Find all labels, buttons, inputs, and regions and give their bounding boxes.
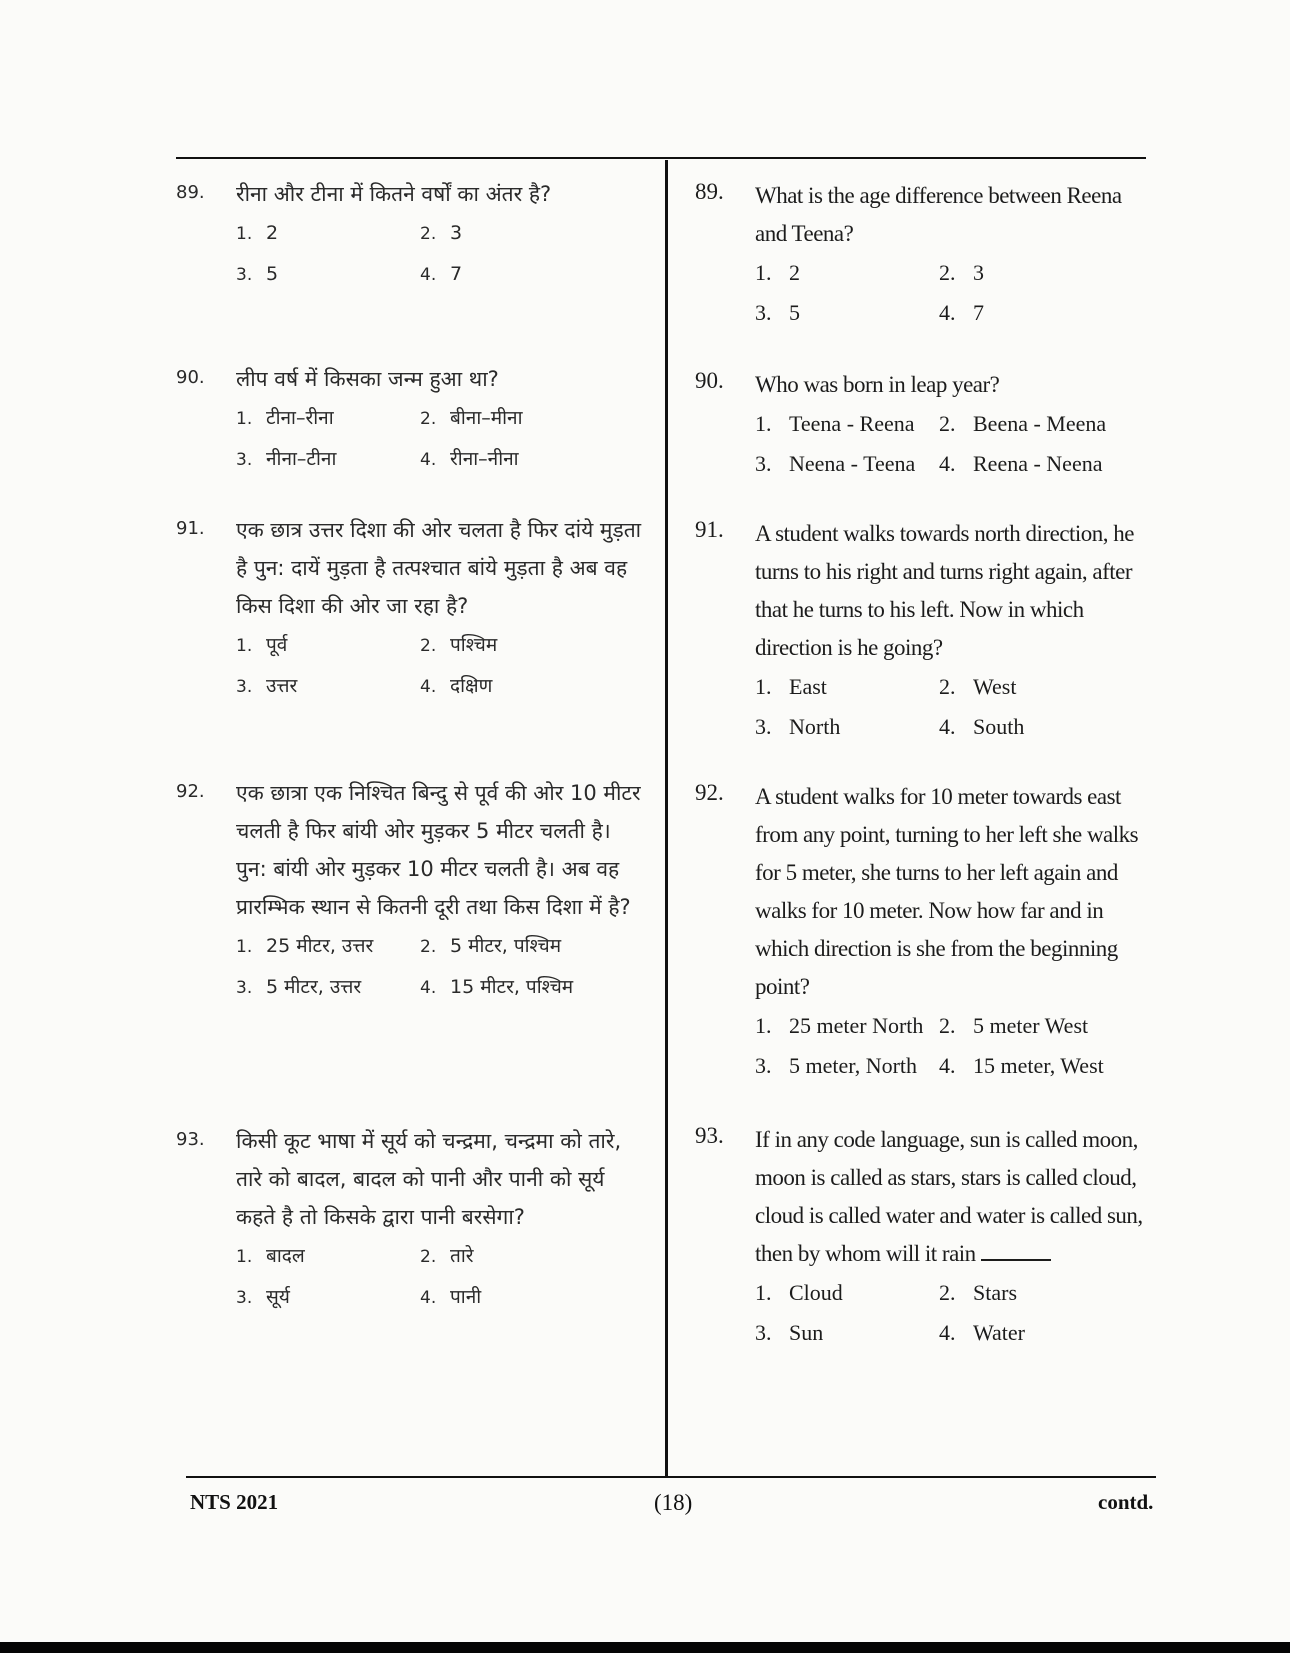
option-3 bbox=[236, 1277, 420, 1318]
option-2 bbox=[420, 213, 646, 254]
option-text: 25 meter North bbox=[789, 1013, 924, 1038]
hindi-question-89 bbox=[176, 175, 646, 295]
option-2 bbox=[939, 667, 1155, 707]
option-text: Teena - Reena bbox=[789, 411, 915, 436]
option-3 bbox=[236, 666, 420, 707]
option-2 bbox=[939, 404, 1155, 444]
option-number: 3. bbox=[755, 300, 772, 325]
option-number: 4. bbox=[420, 450, 437, 470]
question-text: एक छात्रा एक निश्चित बिन्दु से पूर्व की ओर 10 मीटर चलती है फिर बांयी ओर मुड़कर 5 मीटर चलती है। पुन: बांयी ओर मुड़कर 10 मीटर चलती है। अब वह प्रारम्भिक स्थान से कितनी दूरी तथा किस दिशा में है? bbox=[236, 781, 641, 919]
english-question-92 bbox=[695, 778, 1155, 1086]
option-3 bbox=[236, 254, 420, 295]
option-number: 4. bbox=[420, 265, 437, 285]
option-text: Beena - Meena bbox=[973, 411, 1107, 436]
question-number: 89. bbox=[176, 182, 205, 203]
option-2 bbox=[420, 1236, 646, 1277]
option-1 bbox=[236, 926, 420, 967]
option-number: 4. bbox=[420, 677, 437, 697]
option-text: 3 bbox=[973, 260, 984, 285]
question-text: किसी कूट भाषा में सूर्य को चन्द्रमा, चन्द्रमा को तारे, तारे को बादल, बादल को पानी और पानी को सूर्य कहते है तो किसके द्वारा पानी बरसेगा? bbox=[236, 1129, 622, 1229]
option-text: रीना–नीना bbox=[450, 448, 519, 470]
options bbox=[236, 213, 646, 295]
bottom-rule bbox=[186, 1476, 1156, 1478]
option-4 bbox=[420, 967, 646, 1008]
option-number: 1. bbox=[755, 411, 772, 436]
option-text: 3 bbox=[450, 222, 463, 244]
option-2 bbox=[420, 625, 646, 666]
option-number: 2. bbox=[420, 937, 437, 957]
option-1 bbox=[236, 398, 420, 439]
option-3 bbox=[755, 444, 939, 484]
question-number: 92. bbox=[176, 781, 205, 802]
options bbox=[755, 404, 1155, 484]
option-number: 4. bbox=[420, 978, 437, 998]
hindi-question-91 bbox=[176, 511, 646, 707]
option-1 bbox=[755, 667, 939, 707]
option-1 bbox=[755, 253, 939, 293]
option-text: 5 meter West bbox=[973, 1013, 1089, 1038]
option-3 bbox=[236, 967, 420, 1008]
question-text: रीना और टीना में कितने वर्षों का अंतर है? bbox=[236, 182, 552, 206]
option-number: 3. bbox=[755, 714, 772, 739]
option-number: 1. bbox=[755, 1280, 772, 1305]
english-question-93 bbox=[695, 1121, 1155, 1353]
option-text: 7 bbox=[450, 263, 463, 285]
option-number: 2. bbox=[420, 1247, 437, 1267]
options bbox=[755, 667, 1155, 747]
question-text: A student walks for 10 meter towards east from any point, turning to her left she walks for 5 meter, she turns to her left again and walks for 10 meter. Now how far and in which direction is she from the beginning point? bbox=[755, 784, 1139, 999]
option-text: West bbox=[973, 674, 1017, 699]
option-4 bbox=[939, 1046, 1155, 1086]
question-number: 90. bbox=[695, 368, 724, 393]
option-number: 2. bbox=[420, 224, 437, 244]
option-number: 3. bbox=[755, 1320, 772, 1345]
option-text: 15 meter, West bbox=[973, 1053, 1104, 1078]
option-1 bbox=[755, 1006, 939, 1046]
option-4 bbox=[420, 666, 646, 707]
option-2 bbox=[420, 398, 646, 439]
option-text: बीना–मीना bbox=[450, 407, 523, 429]
option-3 bbox=[755, 1046, 939, 1086]
option-number: 1. bbox=[755, 1013, 772, 1038]
hindi-question-90 bbox=[176, 360, 646, 480]
option-2 bbox=[939, 1273, 1155, 1313]
option-number: 2. bbox=[420, 409, 437, 429]
option-1 bbox=[236, 1236, 420, 1277]
options bbox=[236, 398, 646, 480]
option-1 bbox=[236, 213, 420, 254]
option-text: 2 bbox=[789, 260, 800, 285]
question-text: What is the age difference between Reena and Teena? bbox=[755, 183, 1122, 246]
option-number: 1. bbox=[236, 937, 253, 957]
option-number: 4. bbox=[939, 300, 956, 325]
option-4 bbox=[939, 707, 1155, 747]
options bbox=[755, 253, 1155, 333]
options bbox=[236, 1236, 646, 1318]
option-text: Cloud bbox=[789, 1280, 843, 1305]
option-number: 4. bbox=[420, 1288, 437, 1308]
question-number: 91. bbox=[176, 518, 205, 539]
english-question-91 bbox=[695, 515, 1155, 747]
option-number: 1. bbox=[755, 674, 772, 699]
footer-exam-code: NTS 2021 bbox=[190, 1490, 279, 1514]
question-number: 90. bbox=[176, 367, 205, 388]
option-number: 1. bbox=[236, 1247, 253, 1267]
option-text: Neena - Teena bbox=[789, 451, 916, 476]
option-text: 5 मीटर, पश्चिम bbox=[450, 935, 562, 957]
option-number: 1. bbox=[755, 260, 772, 285]
option-text: नीना–टीना bbox=[266, 448, 337, 470]
question-number: 93. bbox=[695, 1123, 724, 1148]
option-text: बादल bbox=[266, 1245, 305, 1267]
option-text: Sun bbox=[789, 1320, 824, 1345]
option-text: पूर्व bbox=[266, 634, 288, 656]
option-4 bbox=[420, 1277, 646, 1318]
option-number: 3. bbox=[755, 1053, 772, 1078]
option-2 bbox=[939, 1006, 1155, 1046]
option-number: 1. bbox=[236, 224, 253, 244]
option-text: 2 bbox=[266, 222, 279, 244]
option-number: 4. bbox=[939, 1053, 956, 1078]
option-number: 3. bbox=[236, 265, 253, 285]
option-number: 2. bbox=[939, 260, 956, 285]
option-text: 7 bbox=[973, 300, 984, 325]
option-number: 2. bbox=[939, 411, 956, 436]
option-text: पश्चिम bbox=[450, 634, 498, 656]
hindi-question-92 bbox=[176, 774, 646, 1008]
option-text: 25 मीटर, उत्तर bbox=[266, 935, 374, 957]
option-text: उत्तर bbox=[266, 675, 298, 697]
option-number: 3. bbox=[236, 677, 253, 697]
option-text: दक्षिण bbox=[450, 675, 493, 697]
option-1 bbox=[236, 625, 420, 666]
column-divider bbox=[665, 160, 668, 1478]
options bbox=[755, 1006, 1155, 1086]
option-3 bbox=[236, 439, 420, 480]
option-number: 3. bbox=[755, 451, 772, 476]
option-number: 2. bbox=[420, 636, 437, 656]
option-number: 2. bbox=[939, 674, 956, 699]
option-number: 1. bbox=[236, 409, 253, 429]
option-text: East bbox=[789, 674, 827, 699]
english-question-89 bbox=[695, 177, 1155, 333]
option-4 bbox=[420, 254, 646, 295]
question-number: 91. bbox=[695, 517, 724, 542]
option-text: 5 bbox=[789, 300, 800, 325]
option-2 bbox=[420, 926, 646, 967]
option-4 bbox=[939, 444, 1155, 484]
question-number: 89. bbox=[695, 179, 724, 204]
option-4 bbox=[939, 1313, 1155, 1353]
footer-page-number: (18) bbox=[654, 1490, 693, 1515]
option-text: तारे bbox=[450, 1245, 474, 1267]
option-text: Reena - Neena bbox=[973, 451, 1103, 476]
option-text: North bbox=[789, 714, 841, 739]
question-number: 93. bbox=[176, 1129, 205, 1150]
options bbox=[236, 926, 646, 1008]
option-text: 5 मीटर, उत्तर bbox=[266, 976, 362, 998]
option-number: 4. bbox=[939, 451, 956, 476]
footer-contd: contd. bbox=[1098, 1490, 1154, 1514]
option-text: South bbox=[973, 714, 1025, 739]
option-text: टीना–रीना bbox=[266, 407, 334, 429]
option-text: 5 meter, North bbox=[789, 1053, 918, 1078]
question-text: लीप वर्ष में किसका जन्म हुआ था? bbox=[236, 367, 499, 391]
option-3 bbox=[755, 1313, 939, 1353]
options bbox=[755, 1273, 1155, 1353]
top-rule bbox=[176, 157, 1146, 159]
scan-bottom-edge bbox=[0, 1642, 1290, 1653]
option-3 bbox=[755, 707, 939, 747]
option-2 bbox=[939, 253, 1155, 293]
hindi-question-93 bbox=[176, 1122, 646, 1318]
option-text: Water bbox=[973, 1320, 1025, 1345]
option-4 bbox=[420, 439, 646, 480]
question-number: 92. bbox=[695, 780, 724, 805]
question-text-body: If in any code language, sun is called moon, moon is called as stars, stars is called cloud, cloud is called water and water is called sun, then by whom will it rain bbox=[755, 1127, 1143, 1266]
option-text: सूर्य bbox=[266, 1286, 290, 1308]
question-text: Who was born in leap year? bbox=[755, 372, 1000, 397]
question-text: A student walks towards north direction, he turns to his right and turns right again, after that he turns to his left. Now in which direction is he going? bbox=[755, 521, 1135, 660]
option-text: 5 bbox=[266, 263, 279, 285]
option-text: पानी bbox=[450, 1286, 482, 1308]
option-1 bbox=[755, 404, 939, 444]
option-1 bbox=[755, 1273, 939, 1313]
option-text: 15 मीटर, पश्चिम bbox=[450, 976, 574, 998]
option-number: 3. bbox=[236, 978, 253, 998]
option-number: 4. bbox=[939, 1320, 956, 1345]
option-number: 2. bbox=[939, 1013, 956, 1038]
option-number: 1. bbox=[236, 636, 253, 656]
option-text: Stars bbox=[973, 1280, 1017, 1305]
option-number: 3. bbox=[236, 1288, 253, 1308]
option-number: 2. bbox=[939, 1280, 956, 1305]
english-question-90 bbox=[695, 366, 1155, 484]
option-4 bbox=[939, 293, 1155, 333]
question-text: एक छात्र उत्तर दिशा की ओर चलता है फिर दांये मुड़ता है पुन: दायें मुड़ता है तत्पश्चात बांये मुड़ता है अब वह किस दिशा की ओर जा रहा है? bbox=[236, 518, 642, 618]
option-number: 3. bbox=[236, 450, 253, 470]
answer-blank bbox=[981, 1239, 1051, 1261]
option-number: 4. bbox=[939, 714, 956, 739]
question-text bbox=[755, 1121, 1155, 1273]
options bbox=[236, 625, 646, 707]
option-3 bbox=[755, 293, 939, 333]
